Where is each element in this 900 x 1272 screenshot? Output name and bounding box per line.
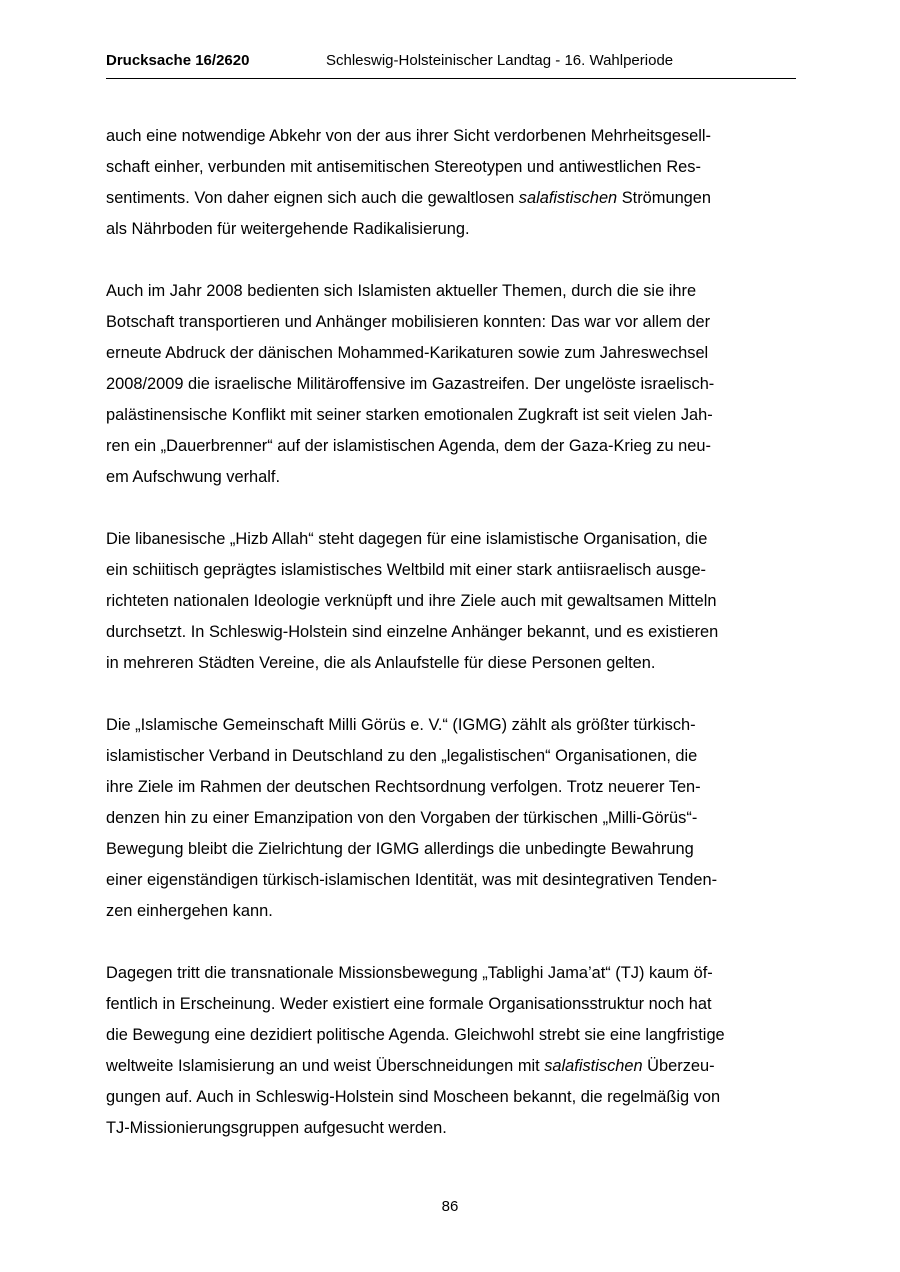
text-segment: ren ein „Dauerbrenner“ auf der islamistischen Agenda, dem der Gaza-Krieg zu neu- (106, 437, 711, 455)
text-segment: Auch im Jahr 2008 bedienten sich Islamisten aktueller Themen, durch die sie ihre (106, 282, 697, 300)
document-number: Drucksache 16/2620 (106, 52, 250, 69)
text-segment: palästinensische Konflikt mit seiner starken emotionalen Zugkraft ist seit vielen Jah- (106, 406, 713, 424)
paragraph (106, 276, 796, 493)
text-line (106, 1051, 796, 1082)
paragraph (106, 524, 796, 679)
text-line (106, 834, 796, 865)
paragraph (106, 710, 796, 927)
body-text (106, 121, 796, 1175)
text-line (106, 648, 796, 679)
text-segment: TJ-Missionierungsgruppen aufgesucht werden. (106, 1119, 447, 1137)
text-segment: weltweite Islamisierung an und weist Überschneidungen mit (106, 1057, 545, 1075)
paragraph (106, 121, 796, 245)
text-line (106, 803, 796, 834)
text-segment: die Bewegung eine dezidiert politische Agenda. Gleichwohl strebt sie eine langfristige (106, 1026, 725, 1044)
text-line (106, 369, 796, 400)
page-header (106, 52, 796, 79)
text-segment: erneute Abdruck der dänischen Mohammed-Karikaturen sowie zum Jahreswechsel (106, 344, 709, 362)
text-segment: denzen hin zu einer Emanzipation von den Vorgaben der türkischen „Milli-Görüs“- (106, 809, 698, 827)
text-line (106, 1113, 796, 1144)
text-line (106, 152, 796, 183)
text-line (106, 183, 796, 214)
text-segment: zen einhergehen kann. (106, 902, 273, 920)
text-line (106, 710, 796, 741)
text-segment: fentlich in Erscheinung. Weder existiert eine formale Organisationsstruktur noch hat (106, 995, 712, 1013)
text-line (106, 555, 796, 586)
text-line (106, 338, 796, 369)
text-line (106, 958, 796, 989)
text-line (106, 121, 796, 152)
text-line (106, 431, 796, 462)
text-line (106, 1082, 796, 1113)
paragraph (106, 958, 796, 1144)
text-segment: Überzeu- (642, 1057, 715, 1075)
text-line (106, 524, 796, 555)
text-line (106, 214, 796, 245)
text-line (106, 276, 796, 307)
text-segment: gungen auf. Auch in Schleswig-Holstein sind Moscheen bekannt, die regelmäßig von (106, 1088, 721, 1106)
text-segment: einer eigenständigen türkisch-islamischen Identität, was mit desintegrativen Tenden- (106, 871, 718, 889)
text-segment: durchsetzt. In Schleswig-Holstein sind einzelne Anhänger bekannt, und es existieren (106, 623, 719, 641)
text-line (106, 462, 796, 493)
text-line (106, 865, 796, 896)
text-segment: Die libanesische „Hizb Allah“ steht dagegen für eine islamistische Organisation, die (106, 530, 708, 548)
text-segment: sentiments. Von daher eignen sich auch die gewaltlosen (106, 189, 519, 207)
text-line (106, 617, 796, 648)
text-segment: richteten nationalen Ideologie verknüpft und ihre Ziele auch mit gewaltsamen Mitteln (106, 592, 717, 610)
page-number: 86 (441, 1198, 459, 1215)
text-segment: als Nährboden für weitergehende Radikalisierung. (106, 220, 470, 238)
text-segment: 2008/2009 die israelische Militäroffensive im Gazastreifen. Der ungelöste israelisch- (106, 375, 715, 393)
text-segment: ihre Ziele im Rahmen der deutschen Rechtsordnung verfolgen. Trotz neuerer Ten- (106, 778, 701, 796)
text-line (106, 1020, 796, 1051)
text-segment: em Aufschwung verhalf. (106, 468, 281, 486)
text-segment: islamistischer Verband in Deutschland zu den „legalistischen“ Organisationen, die (106, 747, 698, 765)
text-segment: ein schiitisch geprägtes islamistisches Weltbild mit einer stark antiisraelisch ausge- (106, 561, 707, 579)
document-title: Schleswig-Holsteinischer Landtag - 16. Wahlperiode (326, 52, 674, 69)
text-line (106, 307, 796, 338)
text-line (106, 586, 796, 617)
text-segment: Strömungen (617, 189, 712, 207)
text-line (106, 989, 796, 1020)
text-segment: Bewegung bleibt die Zielrichtung der IGMG allerdings die unbedingte Bewahrung (106, 840, 694, 858)
text-line (106, 741, 796, 772)
text-segment: auch eine notwendige Abkehr von der aus ihrer Sicht verdorbenen Mehrheitsgesell- (106, 127, 711, 145)
text-line (106, 400, 796, 431)
italic-term: salafistischen (544, 1057, 643, 1075)
text-segment: in mehreren Städten Vereine, die als Anlaufstelle für diese Personen gelten. (106, 654, 656, 672)
text-segment: Dagegen tritt die transnationale Missionsbewegung „Tablighi Jama’at“ (TJ) kaum öf- (106, 964, 713, 982)
text-segment: schaft einher, verbunden mit antisemitischen Stereotypen und antiwestlichen Res- (106, 158, 701, 176)
italic-term: salafistischen (518, 189, 618, 207)
text-line (106, 772, 796, 803)
text-segment: Die „Islamische Gemeinschaft Milli Görüs e. V.“ (IGMG) zählt als größter türkisch- (106, 716, 696, 734)
text-line (106, 896, 796, 927)
text-segment: Botschaft transportieren und Anhänger mobilisieren konnten: Das war vor allem der (106, 313, 711, 331)
